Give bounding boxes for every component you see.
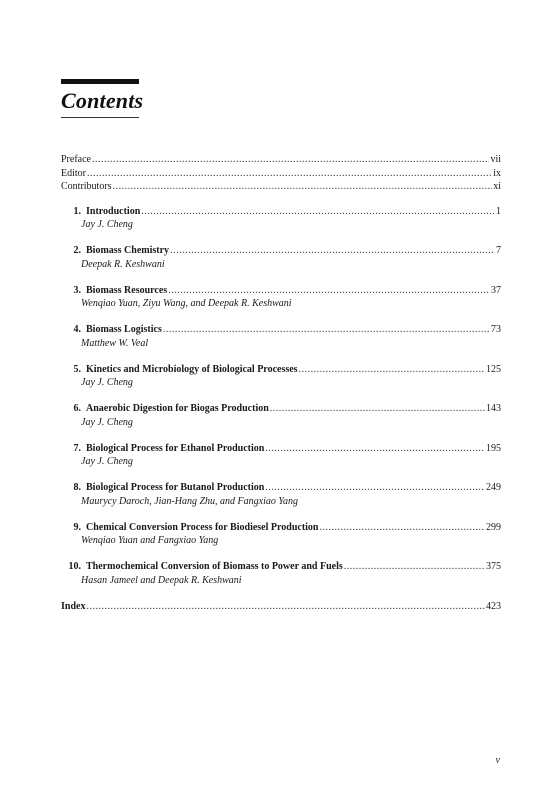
chapter-authors: Jay J. Cheng [81, 377, 133, 388]
chapter-page: 375 [486, 561, 501, 572]
chapter-title: Biomass Chemistry [86, 245, 170, 256]
leader-dots [170, 244, 495, 258]
chapter-title: Kinetics and Microbiology of Biological Processes [86, 363, 298, 375]
chapter-title: Biomass Resources [86, 284, 168, 296]
chapter-title: Biomass Logistics [86, 324, 162, 335]
leader-dots [86, 600, 485, 614]
chapter-page: 37 [491, 284, 501, 296]
chapter-entry-10[interactable] [61, 560, 501, 587]
toc-entry-page: xi [493, 181, 501, 192]
chapter-number: 3. [73, 284, 81, 296]
chapter-title: Anaerobic Digestion for Biogas Production [86, 403, 269, 414]
toc-entry-page: ix [493, 167, 501, 179]
chapter-title: Thermochemical Conversion of Biomass to Power and Fuels [86, 561, 343, 572]
toc-entry-index[interactable] [61, 600, 501, 614]
chapter-list [61, 205, 501, 587]
chapter-page: 7 [496, 245, 501, 256]
leader-dots [168, 284, 490, 298]
chapter-number: 7. [73, 442, 81, 454]
chapter-authors: Wenqiao Yuan and Fangxiao Yang [81, 535, 219, 546]
chapter-page: 195 [486, 442, 501, 454]
leader-dots [265, 481, 485, 495]
chapter-title: Chemical Conversion Process for Biodiesel Production [86, 521, 319, 533]
chapter-entry-7[interactable] [61, 442, 501, 469]
chapter-authors: Jay J. Cheng [81, 219, 133, 230]
chapter-entry-6[interactable] [61, 402, 501, 429]
chapter-number: 9. [73, 521, 81, 533]
leader-dots [270, 402, 485, 416]
chapter-number: 1. [73, 205, 81, 217]
chapter-title: Introduction [86, 205, 141, 217]
chapter-title: Biological Process for Butanol Production [86, 482, 265, 493]
chapter-page: 143 [486, 403, 501, 414]
page-title: Contents [61, 88, 144, 113]
chapter-entry-1[interactable] [61, 205, 501, 232]
chapter-authors: Maurycy Daroch, Jian-Hang Zhu, and Fangxiao Yang [81, 495, 299, 507]
toc-entry-label: Contributors [61, 181, 112, 192]
front-matter-list [61, 153, 501, 194]
toc-entry-page: vii [490, 154, 501, 165]
leader-dots [344, 560, 485, 574]
leader-dots [92, 153, 489, 167]
leader-dots [87, 167, 492, 181]
chapter-authors: Deepak R. Keshwani [81, 258, 165, 270]
toc-entry-preface[interactable] [61, 153, 501, 167]
chapter-page: 1 [496, 205, 501, 217]
table-of-contents [61, 153, 501, 613]
leader-dots [163, 323, 490, 337]
chapter-entry-9[interactable] [61, 521, 501, 548]
chapter-number: 2. [73, 245, 81, 256]
chapter-authors: Jay J. Cheng [81, 416, 133, 428]
toc-entry-label: Index [61, 600, 86, 612]
chapter-number: 10. [68, 561, 81, 572]
leader-dots [113, 180, 493, 194]
chapter-number: 4. [73, 324, 81, 335]
page-number: v [495, 755, 500, 766]
chapter-authors: Hasan Jameel and Deepak R. Keshwani [81, 574, 242, 586]
chapter-authors: Jay J. Cheng [81, 456, 133, 467]
title-rule-thick [61, 79, 139, 84]
chapter-title: Biological Process for Ethanol Production [86, 442, 265, 454]
chapter-page: 249 [486, 482, 501, 493]
chapter-entry-2[interactable] [61, 244, 501, 271]
leader-dots [320, 521, 486, 535]
chapter-entry-4[interactable] [61, 323, 501, 350]
chapter-number: 6. [73, 403, 81, 414]
toc-entry-label: Preface [61, 154, 91, 165]
toc-entry-label: Editor [61, 167, 86, 179]
chapter-page: 299 [486, 521, 501, 533]
leader-dots [299, 363, 485, 377]
chapter-page: 73 [491, 324, 501, 335]
chapter-number: 5. [73, 363, 81, 375]
chapter-entry-8[interactable] [61, 481, 501, 508]
toc-entry-editor[interactable] [61, 167, 501, 181]
chapter-authors: Wenqiao Yuan, Ziyu Wang, and Deepak R. Keshwani [81, 298, 292, 309]
toc-entry-page: 423 [486, 600, 501, 612]
chapter-entry-3[interactable] [61, 284, 501, 311]
chapter-authors: Matthew W. Veal [81, 337, 149, 349]
leader-dots [265, 442, 485, 456]
toc-entry-contributors[interactable] [61, 180, 501, 194]
leader-dots [141, 205, 495, 219]
chapter-entry-5[interactable] [61, 363, 501, 390]
chapter-page: 125 [486, 363, 501, 375]
title-rule-thin [61, 117, 139, 118]
chapter-number: 8. [73, 482, 81, 493]
